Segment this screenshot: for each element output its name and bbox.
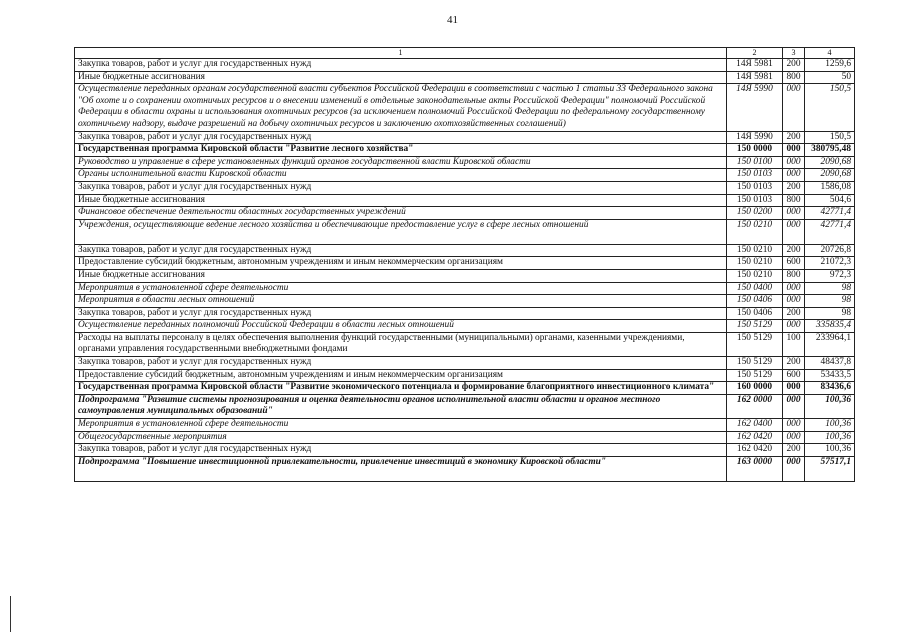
budget-table — [74, 47, 855, 482]
row-sum-cell: 150,5 — [805, 84, 855, 131]
row-name-cell: Подпрограмма "Повышение инвестиционной привлекательности, привлечение инвестиций в экономику Кировской области" — [75, 456, 727, 481]
row-name-cell: Общегосударственные мероприятия — [75, 431, 727, 444]
row-code-cell: 150 0210 — [727, 257, 783, 270]
page-number: 41 — [447, 14, 458, 26]
row-code-cell: 163 0000 — [727, 456, 783, 481]
row-type-cell: 800 — [783, 71, 805, 84]
row-type-cell: 000 — [783, 431, 805, 444]
row-sum-cell: 21072,3 — [805, 257, 855, 270]
row-name-cell: Финансовое обеспечение деятельности областных государственных учреждений — [75, 207, 727, 220]
row-sum-cell: 20726,8 — [805, 244, 855, 257]
row-code-cell: 150 5129 — [727, 357, 783, 370]
row-name-cell: Иные бюджетные ассигнования — [75, 194, 727, 207]
row-sum-cell: 42771,4 — [805, 207, 855, 220]
row-sum-cell: 53433,5 — [805, 369, 855, 382]
row-type-cell: 200 — [783, 59, 805, 72]
row-type-cell: 200 — [783, 244, 805, 257]
row-type-cell: 800 — [783, 269, 805, 282]
row-type-cell: 000 — [783, 295, 805, 308]
row-sum-cell: 233964,1 — [805, 332, 855, 356]
table-row — [75, 144, 855, 157]
table-header-row — [75, 48, 855, 59]
row-type-cell: 000 — [783, 419, 805, 432]
row-name-cell: Предоставление субсидий бюджетным, автономным учреждениям и иным некоммерческим организациям — [75, 257, 727, 270]
row-code-cell: 150 0210 — [727, 219, 783, 244]
table-row — [75, 282, 855, 295]
row-sum-cell: 2090,68 — [805, 169, 855, 182]
table-row — [75, 156, 855, 169]
table-row — [75, 244, 855, 257]
row-code-cell: 150 0406 — [727, 295, 783, 308]
row-name-cell: Государственная программа Кировской области "Развитие лесного хозяйства" — [75, 144, 727, 157]
table-row — [75, 320, 855, 333]
row-name-cell: Закупка товаров, работ и услуг для государственных нужд — [75, 444, 727, 457]
table-row — [75, 419, 855, 432]
row-name-cell: Учреждения, осуществляющие ведение лесного хозяйства и обеспечивающие предоставление услуг в сфере лесных отношений — [75, 219, 727, 244]
row-sum-cell: 50 — [805, 71, 855, 84]
row-sum-cell: 98 — [805, 307, 855, 320]
row-name-cell: Закупка товаров, работ и услуг для государственных нужд — [75, 357, 727, 370]
table-row — [75, 71, 855, 84]
row-code-cell: 150 0400 — [727, 282, 783, 295]
row-name-cell: Иные бюджетные ассигнования — [75, 269, 727, 282]
row-code-cell: 150 0100 — [727, 156, 783, 169]
row-type-cell: 000 — [783, 219, 805, 244]
row-code-cell: 150 5129 — [727, 369, 783, 382]
row-sum-cell: 42771,4 — [805, 219, 855, 244]
row-type-cell: 000 — [783, 144, 805, 157]
row-sum-cell: 1259,6 — [805, 59, 855, 72]
row-name-cell: Закупка товаров, работ и услуг для государственных нужд — [75, 307, 727, 320]
row-name-cell: Подпрограмма "Развитие системы прогнозирования и оценка деятельности органов исполнительной власти области и органов местного самоуправления муниципальных образований" — [75, 394, 727, 418]
header-col-4: 4 — [805, 48, 855, 59]
row-sum-cell: 380795,48 — [805, 144, 855, 157]
row-sum-cell: 98 — [805, 282, 855, 295]
row-type-cell: 000 — [783, 382, 805, 395]
row-code-cell: 162 0420 — [727, 431, 783, 444]
row-name-cell: Закупка товаров, работ и услуг для государственных нужд — [75, 181, 727, 194]
row-type-cell: 000 — [783, 320, 805, 333]
row-name-cell: Иные бюджетные ассигнования — [75, 71, 727, 84]
header-col-3: 3 — [783, 48, 805, 59]
row-sum-cell: 48437,8 — [805, 357, 855, 370]
row-code-cell: 150 5129 — [727, 332, 783, 356]
table-row — [75, 269, 855, 282]
table-row — [75, 181, 855, 194]
row-code-cell: 14Я 5981 — [727, 59, 783, 72]
row-type-cell: 000 — [783, 156, 805, 169]
table-row — [75, 84, 855, 131]
table-row — [75, 219, 855, 244]
table-row — [75, 207, 855, 220]
table-row — [75, 394, 855, 418]
row-sum-cell: 57517,1 — [805, 456, 855, 481]
table-row — [75, 131, 855, 144]
row-type-cell: 000 — [783, 207, 805, 220]
margin-mark — [10, 596, 11, 632]
row-code-cell: 162 0420 — [727, 444, 783, 457]
table-row — [75, 194, 855, 207]
row-type-cell: 000 — [783, 84, 805, 131]
row-code-cell: 150 0103 — [727, 181, 783, 194]
row-code-cell: 150 0000 — [727, 144, 783, 157]
row-type-cell: 100 — [783, 332, 805, 356]
row-type-cell: 200 — [783, 307, 805, 320]
row-name-cell: Закупка товаров, работ и услуг для государственных нужд — [75, 244, 727, 257]
row-code-cell: 150 0210 — [727, 269, 783, 282]
row-sum-cell: 1586,08 — [805, 181, 855, 194]
row-sum-cell: 150,5 — [805, 131, 855, 144]
row-type-cell: 000 — [783, 282, 805, 295]
row-type-cell: 200 — [783, 357, 805, 370]
row-code-cell: 150 0406 — [727, 307, 783, 320]
row-sum-cell: 504,6 — [805, 194, 855, 207]
row-sum-cell: 100,36 — [805, 394, 855, 418]
row-type-cell: 000 — [783, 169, 805, 182]
table-row — [75, 444, 855, 457]
row-type-cell: 200 — [783, 131, 805, 144]
row-name-cell: Расходы на выплаты персоналу в целях обеспечения выполнения функций государственными (муниципальными) органами, казенными учреждениями, органами управления государственными внебюджетными фондами — [75, 332, 727, 356]
header-col-2: 2 — [727, 48, 783, 59]
row-code-cell: 150 0210 — [727, 244, 783, 257]
row-sum-cell: 100,36 — [805, 431, 855, 444]
row-sum-cell: 100,36 — [805, 444, 855, 457]
row-sum-cell: 335835,4 — [805, 320, 855, 333]
row-code-cell: 162 0000 — [727, 394, 783, 418]
table-row — [75, 257, 855, 270]
row-type-cell: 200 — [783, 181, 805, 194]
row-code-cell: 150 0200 — [727, 207, 783, 220]
table-row — [75, 456, 855, 481]
row-name-cell: Мероприятия в установленной сфере деятельности — [75, 419, 727, 432]
row-type-cell: 800 — [783, 194, 805, 207]
row-type-cell: 600 — [783, 257, 805, 270]
row-name-cell: Закупка товаров, работ и услуг для государственных нужд — [75, 131, 727, 144]
row-name-cell: Осуществление переданных органам государственной власти субъектов Российской Федерации в соответствии с частью 1 статьи 33 Федерального закона "Об охоте и о сохранении охотничьих ресурсов и о внесении изменений в отдельные законодательные акты Российской Федерации" полномочий Российской Федерации в области охраны и использования охотничьих ресурсов (за исключением полномочий Российской Федерации по федеральному государственному охотничьему надзору, выдаче разрешений на добычу охотничьих ресурсов и заключению охотхозяйственных соглашений) — [75, 84, 727, 131]
row-type-cell: 000 — [783, 456, 805, 481]
row-code-cell: 150 0103 — [727, 169, 783, 182]
row-name-cell: Руководство и управление в сфере установленных функций органов государственной власти Кировской области — [75, 156, 727, 169]
row-sum-cell: 100,36 — [805, 419, 855, 432]
row-code-cell: 14Я 5990 — [727, 84, 783, 131]
row-sum-cell: 972,3 — [805, 269, 855, 282]
header-col-1: 1 — [75, 48, 727, 59]
table-row — [75, 332, 855, 356]
row-name-cell: Органы исполнительной власти Кировской области — [75, 169, 727, 182]
table-row — [75, 382, 855, 395]
row-sum-cell: 83436,6 — [805, 382, 855, 395]
row-name-cell: Осуществление переданных полномочий Российской Федерации в области лесных отношений — [75, 320, 727, 333]
row-code-cell: 14Я 5990 — [727, 131, 783, 144]
row-type-cell: 200 — [783, 444, 805, 457]
row-name-cell: Мероприятия в установленной сфере деятельности — [75, 282, 727, 295]
row-name-cell: Закупка товаров, работ и услуг для государственных нужд — [75, 59, 727, 72]
row-sum-cell: 98 — [805, 295, 855, 308]
row-code-cell: 150 0103 — [727, 194, 783, 207]
row-type-cell: 600 — [783, 369, 805, 382]
table-row — [75, 357, 855, 370]
table-row — [75, 307, 855, 320]
row-code-cell: 162 0400 — [727, 419, 783, 432]
table-body — [75, 48, 855, 482]
table-row — [75, 369, 855, 382]
row-sum-cell: 2090,68 — [805, 156, 855, 169]
table-row — [75, 431, 855, 444]
row-code-cell: 160 0000 — [727, 382, 783, 395]
row-code-cell: 14Я 5981 — [727, 71, 783, 84]
table-row — [75, 169, 855, 182]
row-name-cell: Государственная программа Кировской области "Развитие экономического потенциала и формирование благоприятного инвестиционного климата" — [75, 382, 727, 395]
row-name-cell: Предоставление субсидий бюджетным, автономным учреждениям и иным некоммерческим организациям — [75, 369, 727, 382]
table-row — [75, 59, 855, 72]
row-name-cell: Мероприятия в области лесных отношений — [75, 295, 727, 308]
row-code-cell: 150 5129 — [727, 320, 783, 333]
table-row — [75, 295, 855, 308]
row-type-cell: 000 — [783, 394, 805, 418]
